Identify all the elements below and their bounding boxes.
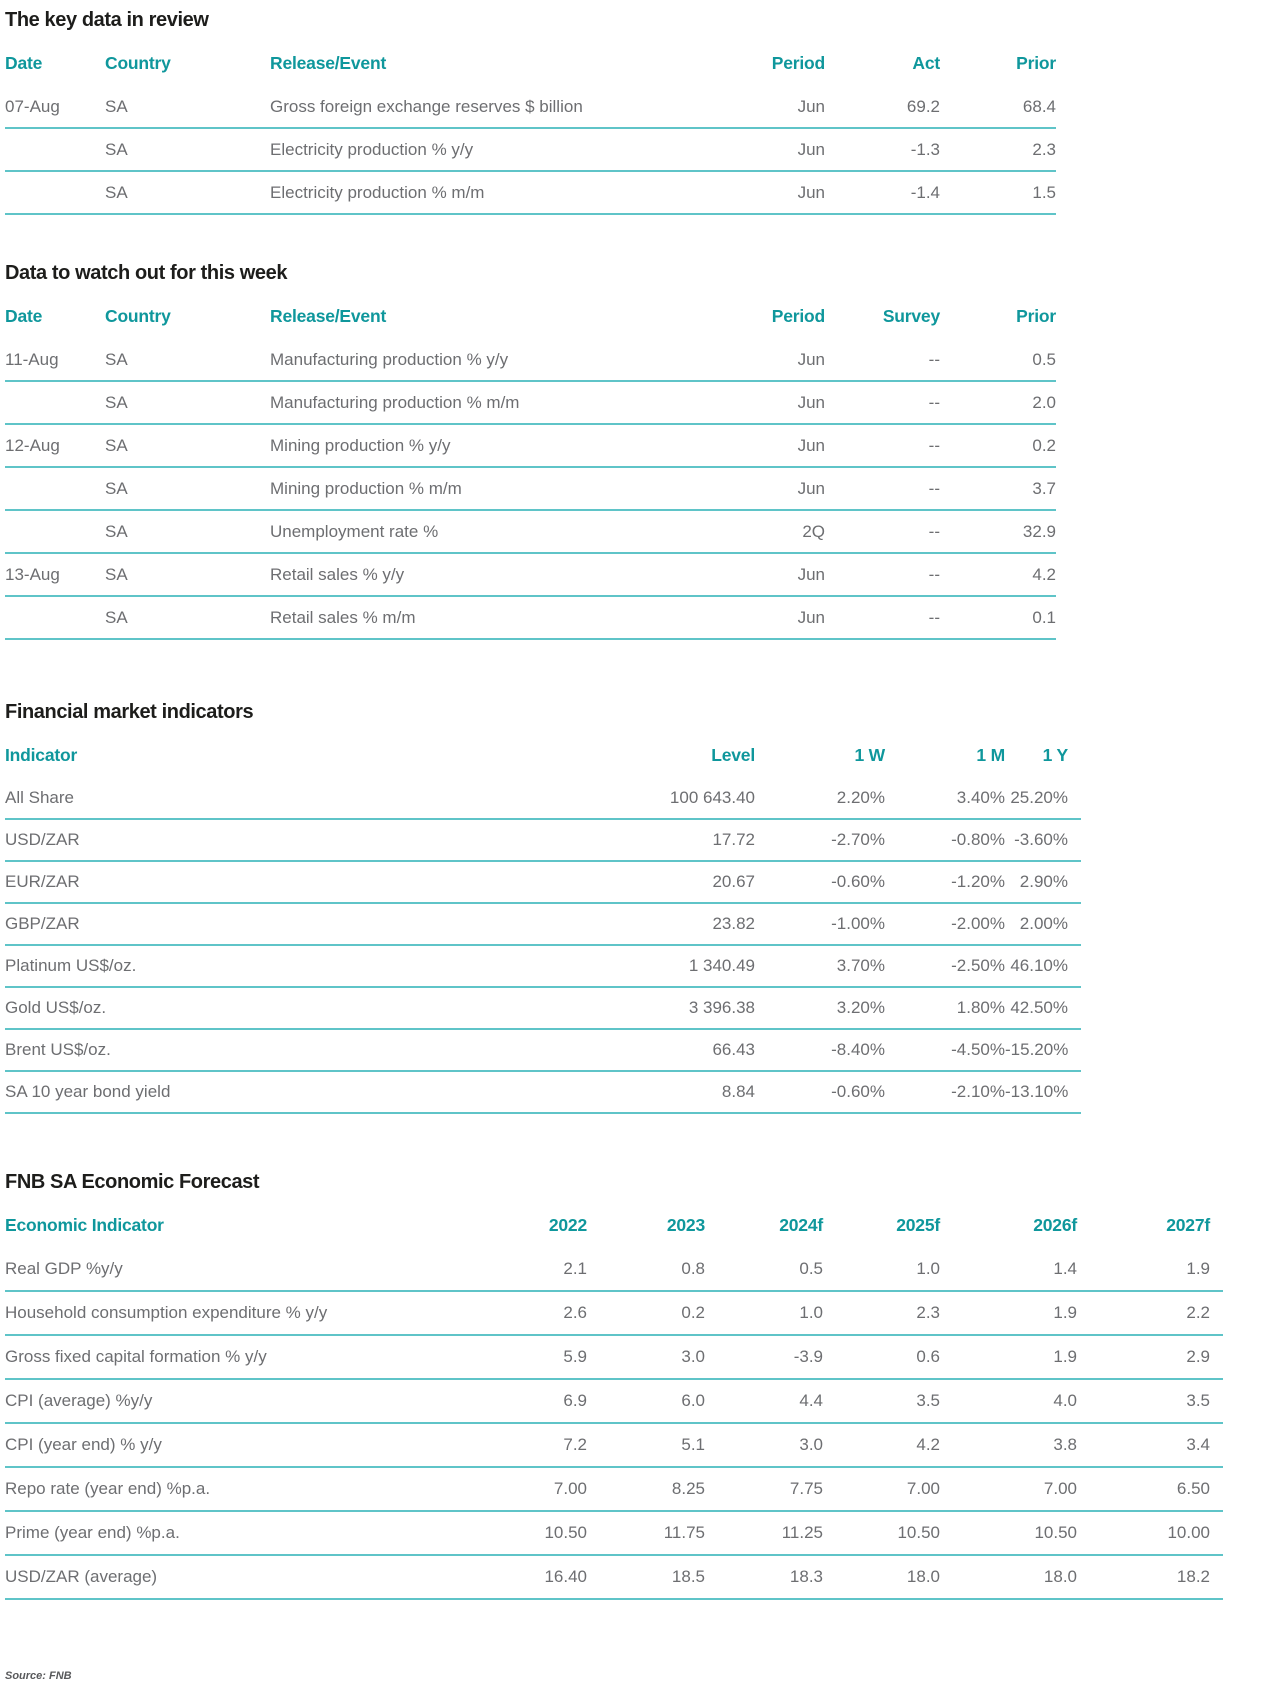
cell-1y: 46.10% bbox=[1010, 956, 1068, 975]
cell-2023: 0.8 bbox=[681, 1259, 705, 1278]
cell-1y: 42.50% bbox=[1010, 998, 1068, 1017]
cell-1m: -1.20% bbox=[951, 872, 1005, 891]
cell-economic-indicator: Repo rate (year end) %p.a. bbox=[5, 1479, 211, 1498]
table-row bbox=[5, 382, 1056, 425]
table-row bbox=[5, 597, 1056, 640]
cell-2022: 16.40 bbox=[544, 1567, 587, 1586]
table-row bbox=[5, 1030, 1081, 1072]
cell-indicator: EUR/ZAR bbox=[5, 872, 80, 891]
cell-economic-indicator: CPI (year end) % y/y bbox=[5, 1435, 162, 1454]
col-header-2023: 2023 bbox=[666, 1214, 705, 1235]
cell-level: 23.82 bbox=[712, 914, 755, 933]
col-header-period: Period bbox=[771, 305, 825, 326]
cell-2026f: 18.0 bbox=[1043, 1567, 1077, 1586]
cell-release: Manufacturing production % m/m bbox=[270, 392, 520, 412]
cell-survey: -- bbox=[928, 607, 940, 627]
cell-2022: 6.9 bbox=[563, 1391, 587, 1410]
cell-2025f: 7.00 bbox=[906, 1479, 940, 1498]
section-week-ahead bbox=[5, 261, 1280, 640]
cell-act: -1.3 bbox=[910, 139, 940, 159]
cell-2023: 18.5 bbox=[671, 1567, 705, 1586]
cell-2024f: 0.5 bbox=[799, 1259, 823, 1278]
cell-1w: 3.20% bbox=[836, 998, 885, 1017]
cell-indicator: USD/ZAR bbox=[5, 830, 80, 849]
cell-1y: 2.00% bbox=[1019, 914, 1068, 933]
cell-2023: 11.75 bbox=[663, 1523, 705, 1542]
cell-2025f: 4.2 bbox=[916, 1435, 940, 1454]
cell-indicator: GBP/ZAR bbox=[5, 914, 80, 933]
cell-2027f: 1.9 bbox=[1186, 1259, 1210, 1278]
col-header-1y: 1 Y bbox=[1042, 744, 1068, 765]
cell-2024f: 18.3 bbox=[789, 1567, 823, 1586]
cell-survey: -- bbox=[928, 349, 940, 369]
cell-level: 100 643.40 bbox=[669, 788, 755, 807]
cell-prior: 0.2 bbox=[1032, 435, 1056, 455]
cell-2027f: 3.4 bbox=[1186, 1435, 1210, 1454]
cell-2025f: 3.5 bbox=[916, 1391, 940, 1410]
col-header-1w: 1 W bbox=[854, 744, 885, 765]
table-row bbox=[5, 988, 1081, 1030]
cell-2024f: 1.0 bbox=[799, 1303, 823, 1322]
cell-level: 66.43 bbox=[712, 1040, 755, 1059]
cell-country: SA bbox=[105, 392, 128, 412]
cell-date: 07-Aug bbox=[5, 96, 60, 116]
table-row bbox=[5, 86, 1056, 129]
cell-prior: 32.9 bbox=[1022, 521, 1056, 541]
cell-2025f: 0.6 bbox=[916, 1347, 940, 1366]
section-title-market-indicators: Financial market indicators bbox=[5, 701, 254, 723]
cell-prior: 4.2 bbox=[1032, 564, 1056, 584]
col-header-date: Date bbox=[5, 52, 43, 73]
table-row bbox=[5, 1336, 1223, 1380]
cell-1m: -4.50% bbox=[951, 1040, 1005, 1059]
cell-indicator: Brent US$/oz. bbox=[5, 1040, 111, 1059]
cell-country: SA bbox=[105, 349, 128, 369]
cell-prior: 68.4 bbox=[1022, 96, 1056, 116]
table-row bbox=[5, 1424, 1223, 1468]
cell-2025f: 2.3 bbox=[916, 1303, 940, 1322]
cell-indicator: Gold US$/oz. bbox=[5, 998, 107, 1017]
col-header-prior: Prior bbox=[1016, 305, 1056, 326]
col-header-2022: 2022 bbox=[548, 1214, 587, 1235]
col-header-act: Act bbox=[912, 52, 940, 73]
table-row bbox=[5, 946, 1081, 988]
cell-prior: 2.0 bbox=[1032, 392, 1056, 412]
table-row bbox=[5, 862, 1081, 904]
key-data-table bbox=[5, 40, 1280, 215]
cell-2026f: 10.50 bbox=[1034, 1523, 1077, 1542]
cell-2023: 6.0 bbox=[681, 1391, 705, 1410]
cell-2026f: 1.9 bbox=[1053, 1303, 1077, 1322]
cell-release: Manufacturing production % y/y bbox=[270, 349, 509, 369]
col-header-period: Period bbox=[771, 52, 825, 73]
week-ahead-table bbox=[5, 293, 1280, 640]
cell-country: SA bbox=[105, 607, 128, 627]
col-header-1m: 1 M bbox=[976, 744, 1005, 765]
cell-period: Jun bbox=[797, 182, 825, 202]
cell-survey: -- bbox=[928, 435, 940, 455]
cell-period: 2Q bbox=[802, 521, 825, 541]
col-header-date: Date bbox=[5, 305, 43, 326]
cell-level: 3 396.38 bbox=[688, 998, 755, 1017]
section-title-key-data: The key data in review bbox=[5, 9, 209, 31]
col-header-survey: Survey bbox=[882, 305, 940, 326]
cell-1m: 1.80% bbox=[956, 998, 1005, 1017]
table-header-row bbox=[5, 732, 1081, 778]
cell-1y: 25.20% bbox=[1010, 788, 1068, 807]
cell-1m: -2.50% bbox=[951, 956, 1005, 975]
cell-country: SA bbox=[105, 139, 128, 159]
cell-2023: 3.0 bbox=[681, 1347, 705, 1366]
cell-release: Electricity production % y/y bbox=[270, 139, 474, 159]
market-indicators-table bbox=[5, 732, 1280, 1114]
cell-2024f: 3.0 bbox=[799, 1435, 823, 1454]
cell-2022: 2.6 bbox=[563, 1303, 587, 1322]
section-key-data bbox=[5, 8, 1280, 215]
cell-1w: -1.00% bbox=[831, 914, 885, 933]
cell-survey: -- bbox=[928, 478, 940, 498]
cell-release: Gross foreign exchange reserves $ billion bbox=[270, 96, 583, 116]
cell-date: 12-Aug bbox=[5, 435, 60, 455]
table-row bbox=[5, 1556, 1223, 1600]
cell-prior: 0.5 bbox=[1032, 349, 1056, 369]
cell-release: Mining production % y/y bbox=[270, 435, 451, 455]
cell-prior: 1.5 bbox=[1032, 182, 1056, 202]
col-header-2026f: 2026f bbox=[1033, 1214, 1077, 1235]
cell-1m: 3.40% bbox=[956, 788, 1005, 807]
table-header-row bbox=[5, 40, 1056, 86]
cell-indicator: Platinum US$/oz. bbox=[5, 956, 137, 975]
cell-act: 69.2 bbox=[906, 96, 940, 116]
cell-2024f: 4.4 bbox=[799, 1391, 823, 1410]
cell-2023: 0.2 bbox=[681, 1303, 705, 1322]
cell-2024f: 7.75 bbox=[789, 1479, 823, 1498]
col-header-release: Release/Event bbox=[270, 52, 387, 73]
cell-period: Jun bbox=[797, 607, 825, 627]
cell-date: 11-Aug bbox=[5, 349, 59, 369]
cell-1w: 3.70% bbox=[836, 956, 885, 975]
cell-survey: -- bbox=[928, 392, 940, 412]
cell-2022: 10.50 bbox=[544, 1523, 587, 1542]
cell-2022: 2.1 bbox=[563, 1259, 587, 1278]
col-header-economic-indicator: Economic Indicator bbox=[5, 1214, 164, 1235]
cell-2025f: 10.50 bbox=[897, 1523, 940, 1542]
cell-1y: -3.60% bbox=[1014, 830, 1068, 849]
cell-period: Jun bbox=[797, 96, 825, 116]
table-header-row bbox=[5, 293, 1056, 339]
cell-2027f: 18.2 bbox=[1176, 1567, 1210, 1586]
cell-1y: -13.10% bbox=[1005, 1082, 1069, 1101]
cell-1y: 2.90% bbox=[1019, 872, 1068, 891]
col-header-2024f: 2024f bbox=[779, 1214, 823, 1235]
cell-period: Jun bbox=[797, 564, 825, 584]
cell-2025f: 18.0 bbox=[906, 1567, 940, 1586]
section-title-forecast: FNB SA Economic Forecast bbox=[5, 1171, 260, 1193]
cell-1y: -15.20% bbox=[1005, 1040, 1069, 1059]
cell-2027f: 6.50 bbox=[1176, 1479, 1210, 1498]
cell-2022: 5.9 bbox=[563, 1347, 587, 1366]
col-header-indicator: Indicator bbox=[5, 744, 78, 765]
cell-level: 1 340.49 bbox=[688, 956, 755, 975]
cell-indicator: All Share bbox=[5, 788, 74, 807]
table-row bbox=[5, 1468, 1223, 1512]
cell-period: Jun bbox=[797, 139, 825, 159]
cell-2022: 7.00 bbox=[553, 1479, 587, 1498]
col-header-2027f: 2027f bbox=[1166, 1214, 1210, 1235]
cell-2024f: 11.25 bbox=[781, 1523, 823, 1542]
cell-release: Mining production % m/m bbox=[270, 478, 462, 498]
cell-prior: 2.3 bbox=[1032, 139, 1056, 159]
cell-2026f: 1.9 bbox=[1053, 1347, 1077, 1366]
table-row bbox=[5, 425, 1056, 468]
cell-period: Jun bbox=[797, 392, 825, 412]
cell-country: SA bbox=[105, 521, 128, 541]
forecast-table bbox=[5, 1202, 1280, 1600]
cell-country: SA bbox=[105, 96, 128, 116]
col-header-country: Country bbox=[105, 305, 171, 326]
table-row bbox=[5, 129, 1056, 172]
cell-country: SA bbox=[105, 478, 128, 498]
cell-act: -1.4 bbox=[910, 182, 940, 202]
cell-2024f: -3.9 bbox=[793, 1347, 823, 1366]
cell-1m: -2.10% bbox=[951, 1082, 1005, 1101]
table-row bbox=[5, 1292, 1223, 1336]
table-row bbox=[5, 554, 1056, 597]
section-market-indicators bbox=[5, 700, 1280, 1114]
table-row bbox=[5, 172, 1056, 215]
cell-1w: -2.70% bbox=[831, 830, 885, 849]
cell-2027f: 10.00 bbox=[1167, 1523, 1210, 1542]
cell-2023: 5.1 bbox=[681, 1435, 705, 1454]
cell-1m: -0.80% bbox=[951, 830, 1005, 849]
cell-2026f: 7.00 bbox=[1043, 1479, 1077, 1498]
cell-1w: 2.20% bbox=[836, 788, 885, 807]
table-row bbox=[5, 511, 1056, 554]
table-row bbox=[5, 1072, 1081, 1114]
table-row bbox=[5, 778, 1081, 820]
cell-2025f: 1.0 bbox=[916, 1259, 940, 1278]
cell-level: 20.67 bbox=[712, 872, 755, 891]
cell-prior: 0.1 bbox=[1032, 607, 1056, 627]
cell-economic-indicator: CPI (average) %y/y bbox=[5, 1391, 153, 1410]
cell-survey: -- bbox=[928, 564, 940, 584]
cell-country: SA bbox=[105, 564, 128, 584]
cell-economic-indicator: Prime (year end) %p.a. bbox=[5, 1523, 180, 1542]
cell-period: Jun bbox=[797, 478, 825, 498]
cell-level: 17.72 bbox=[712, 830, 755, 849]
table-row bbox=[5, 1380, 1223, 1424]
cell-2022: 7.2 bbox=[563, 1435, 587, 1454]
table-row bbox=[5, 339, 1056, 382]
cell-date: 13-Aug bbox=[5, 564, 60, 584]
source-note: Source: FNB bbox=[5, 1670, 72, 1682]
cell-1w: -0.60% bbox=[831, 1082, 885, 1101]
cell-1w: -0.60% bbox=[831, 872, 885, 891]
col-header-country: Country bbox=[105, 52, 171, 73]
table-row bbox=[5, 468, 1056, 511]
col-header-level: Level bbox=[711, 744, 755, 765]
cell-country: SA bbox=[105, 182, 128, 202]
cell-economic-indicator: Gross fixed capital formation % y/y bbox=[5, 1347, 267, 1366]
cell-release: Retail sales % m/m bbox=[270, 607, 416, 627]
cell-2027f: 2.2 bbox=[1186, 1303, 1210, 1322]
cell-economic-indicator: Real GDP %y/y bbox=[5, 1259, 123, 1278]
cell-2026f: 3.8 bbox=[1053, 1435, 1077, 1454]
cell-release: Electricity production % m/m bbox=[270, 182, 485, 202]
table-header-row bbox=[5, 1202, 1223, 1248]
table-row bbox=[5, 820, 1081, 862]
cell-country: SA bbox=[105, 435, 128, 455]
cell-survey: -- bbox=[928, 521, 940, 541]
cell-2026f: 4.0 bbox=[1053, 1391, 1077, 1410]
cell-2023: 8.25 bbox=[671, 1479, 705, 1498]
cell-release: Retail sales % y/y bbox=[270, 564, 405, 584]
cell-2027f: 2.9 bbox=[1186, 1347, 1210, 1366]
table-row bbox=[5, 904, 1081, 946]
cell-1m: -2.00% bbox=[951, 914, 1005, 933]
cell-2026f: 1.4 bbox=[1053, 1259, 1077, 1278]
cell-prior: 3.7 bbox=[1032, 478, 1056, 498]
section-title-week-ahead: Data to watch out for this week bbox=[5, 262, 288, 284]
cell-economic-indicator: Household consumption expenditure % y/y bbox=[5, 1303, 328, 1322]
cell-release: Unemployment rate % bbox=[270, 521, 439, 541]
table-row bbox=[5, 1512, 1223, 1556]
cell-level: 8.84 bbox=[721, 1082, 755, 1101]
cell-period: Jun bbox=[797, 349, 825, 369]
section-forecast bbox=[5, 1170, 1280, 1600]
cell-indicator: SA 10 year bond yield bbox=[5, 1082, 171, 1101]
col-header-release: Release/Event bbox=[270, 305, 387, 326]
cell-1w: -8.40% bbox=[831, 1040, 885, 1059]
cell-economic-indicator: USD/ZAR (average) bbox=[5, 1567, 158, 1586]
col-header-2025f: 2025f bbox=[896, 1214, 940, 1235]
col-header-prior: Prior bbox=[1016, 52, 1056, 73]
table-row bbox=[5, 1248, 1223, 1292]
cell-2027f: 3.5 bbox=[1186, 1391, 1210, 1410]
cell-period: Jun bbox=[797, 435, 825, 455]
